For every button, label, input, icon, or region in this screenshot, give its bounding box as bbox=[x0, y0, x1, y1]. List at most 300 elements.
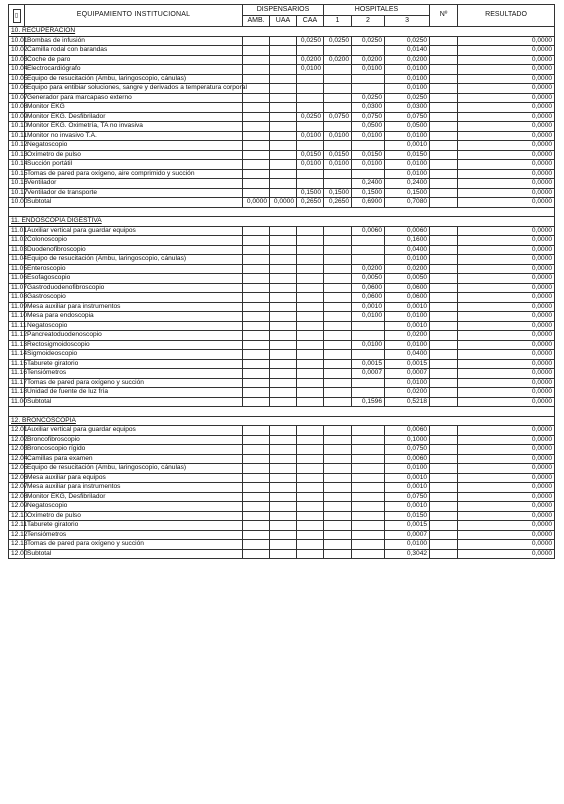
cell-h1 bbox=[324, 350, 352, 360]
cell-h2 bbox=[352, 454, 385, 464]
cell-desc: Mesa auxiliar para instrumentos bbox=[25, 302, 243, 312]
cell-h1 bbox=[324, 502, 352, 512]
cell-amb bbox=[243, 302, 270, 312]
cell-desc: Esofagoscopio bbox=[25, 274, 243, 284]
cell-res: 0,0000 bbox=[458, 150, 555, 160]
cell-code: 10.08 bbox=[9, 103, 25, 113]
cell-caa bbox=[297, 492, 324, 502]
cell-h2 bbox=[352, 388, 385, 398]
cell-n bbox=[430, 473, 458, 483]
cell-caa bbox=[297, 454, 324, 464]
cell-caa bbox=[297, 350, 324, 360]
cell-n bbox=[430, 274, 458, 284]
cell-h3: 0,0100 bbox=[385, 65, 430, 75]
cell-res: 0,0000 bbox=[458, 198, 555, 208]
cell-desc: Auxiliar vertical para guardar equipos bbox=[25, 426, 243, 436]
cell-h2 bbox=[352, 445, 385, 455]
cell-code: 10.06 bbox=[9, 84, 25, 94]
cell-uaa bbox=[270, 65, 297, 75]
cell-code: 11.09 bbox=[9, 302, 25, 312]
cell-n bbox=[430, 264, 458, 274]
table-row bbox=[9, 445, 555, 455]
cell-n bbox=[430, 359, 458, 369]
cell-amb: 0,0000 bbox=[243, 198, 270, 208]
cell-h1 bbox=[324, 549, 352, 559]
cell-h1 bbox=[324, 84, 352, 94]
table-header bbox=[9, 5, 555, 27]
cell-code: 11.18 bbox=[9, 388, 25, 398]
cell-desc: Tomas de pared para oxígeno y succión bbox=[25, 378, 243, 388]
cell-desc: Negatoscopio bbox=[25, 502, 243, 512]
table-row bbox=[9, 236, 555, 246]
cell-caa bbox=[297, 179, 324, 189]
cell-amb bbox=[243, 350, 270, 360]
cell-amb bbox=[243, 473, 270, 483]
table-row bbox=[9, 473, 555, 483]
cell-code: 11.16 bbox=[9, 369, 25, 379]
table-row bbox=[9, 435, 555, 445]
cell-h3: 0,0250 bbox=[385, 93, 430, 103]
cell-caa bbox=[297, 264, 324, 274]
table-row bbox=[9, 274, 555, 284]
cell-n bbox=[430, 293, 458, 303]
cell-h1: 0,0150 bbox=[324, 150, 352, 160]
cell-h2 bbox=[352, 521, 385, 531]
cell-n bbox=[430, 331, 458, 341]
cell-amb bbox=[243, 321, 270, 331]
cell-res: 0,0000 bbox=[458, 511, 555, 521]
cell-h3: 0,0600 bbox=[385, 293, 430, 303]
cell-h1 bbox=[324, 236, 352, 246]
table-row bbox=[9, 331, 555, 341]
cell-h3: 0,0750 bbox=[385, 112, 430, 122]
cell-code: 12.09 bbox=[9, 502, 25, 512]
cell-code: 11.08 bbox=[9, 293, 25, 303]
cell-h2: 0,0050 bbox=[352, 274, 385, 284]
cell-h2 bbox=[352, 492, 385, 502]
cell-amb bbox=[243, 511, 270, 521]
cell-caa bbox=[297, 84, 324, 94]
cell-res: 0,0000 bbox=[458, 359, 555, 369]
cell-uaa bbox=[270, 264, 297, 274]
cell-code: 11.07 bbox=[9, 283, 25, 293]
cell-res: 0,0000 bbox=[458, 293, 555, 303]
cell-caa bbox=[297, 549, 324, 559]
cell-h1 bbox=[324, 483, 352, 493]
section-spacer bbox=[9, 207, 555, 217]
section-spacer bbox=[9, 407, 555, 417]
cell-amb bbox=[243, 464, 270, 474]
cell-n bbox=[430, 454, 458, 464]
cell-res: 0,0000 bbox=[458, 540, 555, 550]
cell-desc: Negatoscopio bbox=[25, 321, 243, 331]
cell-n bbox=[430, 245, 458, 255]
table-row bbox=[9, 511, 555, 521]
cell-uaa bbox=[270, 293, 297, 303]
cell-h3: 0,0200 bbox=[385, 264, 430, 274]
cell-uaa bbox=[270, 150, 297, 160]
cell-uaa bbox=[270, 160, 297, 170]
cell-uaa bbox=[270, 378, 297, 388]
cell-uaa bbox=[270, 388, 297, 398]
cell-amb bbox=[243, 131, 270, 141]
cell-res: 0,0000 bbox=[458, 160, 555, 170]
cell-res: 0,0000 bbox=[458, 473, 555, 483]
cell-h3: 0,0100 bbox=[385, 255, 430, 265]
cell-uaa bbox=[270, 321, 297, 331]
cell-uaa bbox=[270, 131, 297, 141]
header-col-n: Nº bbox=[430, 5, 458, 27]
cell-h2 bbox=[352, 46, 385, 56]
cell-uaa bbox=[270, 492, 297, 502]
cell-n bbox=[430, 131, 458, 141]
cell-caa bbox=[297, 426, 324, 436]
cell-n bbox=[430, 302, 458, 312]
cell-uaa bbox=[270, 55, 297, 65]
cell-h1 bbox=[324, 397, 352, 407]
cell-h1 bbox=[324, 122, 352, 132]
table-row bbox=[9, 321, 555, 331]
cell-desc: Equipo de resucitación (Ambu, laringoscopio, cánulas) bbox=[25, 464, 243, 474]
cell-h1 bbox=[324, 74, 352, 84]
cell-h1 bbox=[324, 521, 352, 531]
logo-cell bbox=[9, 5, 25, 27]
cell-n bbox=[430, 397, 458, 407]
cell-h3: 0,0300 bbox=[385, 103, 430, 113]
cell-h1 bbox=[324, 331, 352, 341]
cell-h1 bbox=[324, 255, 352, 265]
cell-h3: 0,0007 bbox=[385, 369, 430, 379]
cell-desc: Taburete giratorio bbox=[25, 521, 243, 531]
cell-h1 bbox=[324, 226, 352, 236]
cell-res: 0,0000 bbox=[458, 141, 555, 151]
cell-amb bbox=[243, 502, 270, 512]
header-col-uaa: UAA bbox=[270, 16, 297, 27]
cell-n bbox=[430, 46, 458, 56]
cell-uaa bbox=[270, 255, 297, 265]
cell-desc: Colonoscopio bbox=[25, 236, 243, 246]
cell-res: 0,0000 bbox=[458, 169, 555, 179]
cell-caa: 0,0250 bbox=[297, 112, 324, 122]
cell-desc: Generador para marcapaso externo bbox=[25, 93, 243, 103]
cell-amb bbox=[243, 340, 270, 350]
table-row bbox=[9, 93, 555, 103]
cell-uaa bbox=[270, 435, 297, 445]
cell-amb bbox=[243, 388, 270, 398]
cell-code: 10.05 bbox=[9, 74, 25, 84]
cell-h3: 0,0200 bbox=[385, 55, 430, 65]
cell-n bbox=[430, 169, 458, 179]
cell-h3: 0,0750 bbox=[385, 445, 430, 455]
cell-desc: Enteroscopio bbox=[25, 264, 243, 274]
cell-h3: 0,0250 bbox=[385, 36, 430, 46]
cell-amb bbox=[243, 188, 270, 198]
cell-h3: 0,0007 bbox=[385, 530, 430, 540]
cell-desc: Sigmoideoscopio bbox=[25, 350, 243, 360]
cell-n bbox=[430, 378, 458, 388]
cell-h2 bbox=[352, 435, 385, 445]
cell-n bbox=[430, 511, 458, 521]
cell-desc: Taburete giratorio bbox=[25, 359, 243, 369]
table-row bbox=[9, 302, 555, 312]
cell-h1 bbox=[324, 321, 352, 331]
cell-uaa bbox=[270, 530, 297, 540]
cell-n bbox=[430, 388, 458, 398]
cell-caa bbox=[297, 283, 324, 293]
section-title: 10. RECUPERACION bbox=[9, 27, 555, 37]
cell-n bbox=[430, 350, 458, 360]
cell-res: 0,0000 bbox=[458, 312, 555, 322]
cell-uaa bbox=[270, 549, 297, 559]
cell-h3: 0,0140 bbox=[385, 46, 430, 56]
table-row bbox=[9, 312, 555, 322]
header-col-h2: 2 bbox=[352, 16, 385, 27]
cell-desc: Subtotal bbox=[25, 549, 243, 559]
header-col-h3: 3 bbox=[385, 16, 430, 27]
cell-caa bbox=[297, 321, 324, 331]
cell-res: 0,0000 bbox=[458, 245, 555, 255]
cell-amb bbox=[243, 141, 270, 151]
cell-amb bbox=[243, 445, 270, 455]
cell-desc: Oxímetro de pulso bbox=[25, 150, 243, 160]
cell-res: 0,0000 bbox=[458, 103, 555, 113]
cell-amb bbox=[243, 369, 270, 379]
table-row bbox=[9, 150, 555, 160]
cell-n bbox=[430, 435, 458, 445]
cell-h2: 0,0010 bbox=[352, 302, 385, 312]
cell-n bbox=[430, 445, 458, 455]
cell-h3: 0,0100 bbox=[385, 131, 430, 141]
header-col-h1: 1 bbox=[324, 16, 352, 27]
cell-n bbox=[430, 179, 458, 189]
cell-uaa bbox=[270, 188, 297, 198]
cell-amb bbox=[243, 454, 270, 464]
cell-h2 bbox=[352, 350, 385, 360]
cell-amb bbox=[243, 112, 270, 122]
cell-res: 0,0000 bbox=[458, 435, 555, 445]
table-row bbox=[9, 264, 555, 274]
cell-res: 0,0000 bbox=[458, 188, 555, 198]
table-row bbox=[9, 169, 555, 179]
cell-caa: 0,0200 bbox=[297, 55, 324, 65]
cell-h1 bbox=[324, 245, 352, 255]
cell-h2: 0,0500 bbox=[352, 122, 385, 132]
cell-n bbox=[430, 55, 458, 65]
table-row bbox=[9, 122, 555, 132]
cell-h3: 0,2400 bbox=[385, 179, 430, 189]
cell-amb bbox=[243, 312, 270, 322]
section-heading-row bbox=[9, 217, 555, 227]
table-row bbox=[9, 283, 555, 293]
cell-uaa bbox=[270, 454, 297, 464]
cell-n bbox=[430, 188, 458, 198]
cell-res: 0,0000 bbox=[458, 530, 555, 540]
cell-desc: Mesa auxiliar para equipos bbox=[25, 473, 243, 483]
cell-caa bbox=[297, 312, 324, 322]
cell-h2 bbox=[352, 549, 385, 559]
cell-uaa bbox=[270, 103, 297, 113]
cell-h2: 0,0007 bbox=[352, 369, 385, 379]
cell-desc: Monitor EKG. Desfibrilador bbox=[25, 112, 243, 122]
cell-amb bbox=[243, 160, 270, 170]
header-group-dispensarios: DISPENSARIOS bbox=[243, 5, 324, 16]
cell-code: 11.10 bbox=[9, 312, 25, 322]
cell-n bbox=[430, 36, 458, 46]
cell-h1 bbox=[324, 359, 352, 369]
cell-h2 bbox=[352, 502, 385, 512]
cell-desc: Tomas de pared para oxígeno y succión bbox=[25, 540, 243, 550]
table-body bbox=[9, 27, 555, 559]
cell-h1 bbox=[324, 473, 352, 483]
cell-h3: 0,0010 bbox=[385, 473, 430, 483]
table-row bbox=[9, 55, 555, 65]
cell-code: 10.01 bbox=[9, 36, 25, 46]
cell-res: 0,0000 bbox=[458, 226, 555, 236]
cell-res: 0,0000 bbox=[458, 122, 555, 132]
cell-res: 0,0000 bbox=[458, 179, 555, 189]
cell-code: 12.11 bbox=[9, 521, 25, 531]
cell-caa bbox=[297, 169, 324, 179]
cell-h2: 0,0100 bbox=[352, 340, 385, 350]
cell-desc: Electrocardiógrafo bbox=[25, 65, 243, 75]
cell-h2: 0,0100 bbox=[352, 131, 385, 141]
cell-caa bbox=[297, 226, 324, 236]
header-col-caa: CAA bbox=[297, 16, 324, 27]
cell-desc: Mesa para endoscopia bbox=[25, 312, 243, 322]
cell-h1 bbox=[324, 141, 352, 151]
cell-uaa bbox=[270, 540, 297, 550]
table-row bbox=[9, 388, 555, 398]
cell-res: 0,0000 bbox=[458, 93, 555, 103]
cell-h3: 0,1000 bbox=[385, 435, 430, 445]
cell-h3: 0,0500 bbox=[385, 122, 430, 132]
cell-uaa bbox=[270, 369, 297, 379]
table-row bbox=[9, 131, 555, 141]
cell-amb bbox=[243, 122, 270, 132]
table-row bbox=[9, 112, 555, 122]
cell-caa bbox=[297, 464, 324, 474]
table-row bbox=[9, 188, 555, 198]
cell-caa bbox=[297, 236, 324, 246]
cell-h2: 0,0200 bbox=[352, 55, 385, 65]
cell-res: 0,0000 bbox=[458, 502, 555, 512]
cell-h1 bbox=[324, 464, 352, 474]
table-row bbox=[9, 340, 555, 350]
cell-desc: Mesa auxiliar para instrumentos bbox=[25, 483, 243, 493]
cell-h2: 0,1500 bbox=[352, 188, 385, 198]
cell-h1 bbox=[324, 46, 352, 56]
cell-caa: 0,2650 bbox=[297, 198, 324, 208]
cell-caa bbox=[297, 369, 324, 379]
cell-uaa bbox=[270, 502, 297, 512]
cell-amb bbox=[243, 255, 270, 265]
cell-uaa bbox=[270, 112, 297, 122]
cell-h1 bbox=[324, 530, 352, 540]
cell-caa bbox=[297, 511, 324, 521]
cell-desc: Negatoscopio bbox=[25, 141, 243, 151]
cell-h3: 0,0150 bbox=[385, 511, 430, 521]
cell-h2: 0,0150 bbox=[352, 150, 385, 160]
cell-res: 0,0000 bbox=[458, 331, 555, 341]
header-group-hospitales: HOSPITALES bbox=[324, 5, 430, 16]
cell-uaa bbox=[270, 312, 297, 322]
cell-desc: Monitor EKG bbox=[25, 103, 243, 113]
cell-h2 bbox=[352, 530, 385, 540]
cell-amb bbox=[243, 65, 270, 75]
cell-uaa bbox=[270, 521, 297, 531]
cell-res: 0,0000 bbox=[458, 521, 555, 531]
cell-code: 11.17 bbox=[9, 378, 25, 388]
cell-n bbox=[430, 122, 458, 132]
cell-caa bbox=[297, 141, 324, 151]
table-row bbox=[9, 350, 555, 360]
section-title: 12. BRONCOSCOPIA bbox=[9, 416, 555, 426]
cell-h3: 0,0100 bbox=[385, 160, 430, 170]
cell-uaa bbox=[270, 426, 297, 436]
spacer-cell bbox=[9, 407, 555, 417]
cell-caa bbox=[297, 502, 324, 512]
cell-h1: 0,0100 bbox=[324, 131, 352, 141]
cell-h1: 0,2650 bbox=[324, 198, 352, 208]
cell-h1 bbox=[324, 369, 352, 379]
cell-code: 12.13 bbox=[9, 540, 25, 550]
cell-amb bbox=[243, 483, 270, 493]
table-row bbox=[9, 464, 555, 474]
cell-caa bbox=[297, 521, 324, 531]
cell-caa bbox=[297, 359, 324, 369]
cell-h3: 0,5218 bbox=[385, 397, 430, 407]
cell-caa bbox=[297, 340, 324, 350]
cell-n bbox=[430, 369, 458, 379]
cell-amb bbox=[243, 274, 270, 284]
cell-h3: 0,0100 bbox=[385, 540, 430, 550]
cell-desc: Gastroscopio bbox=[25, 293, 243, 303]
cell-h2 bbox=[352, 141, 385, 151]
cell-h1 bbox=[324, 454, 352, 464]
cell-h2: 0,0015 bbox=[352, 359, 385, 369]
cell-desc: Monitor EKG. Oximetría, TA no invasiva bbox=[25, 122, 243, 132]
cell-uaa bbox=[270, 74, 297, 84]
cell-desc: Bombas de infusión bbox=[25, 36, 243, 46]
cell-caa bbox=[297, 46, 324, 56]
cell-desc: Tomas de pared para oxígeno, aire comprimido y succión bbox=[25, 169, 243, 179]
cell-h2: 0,0100 bbox=[352, 65, 385, 75]
table-row bbox=[9, 179, 555, 189]
cell-caa: 0,0150 bbox=[297, 150, 324, 160]
cell-h1 bbox=[324, 388, 352, 398]
cell-amb bbox=[243, 397, 270, 407]
cell-h1: 0,1500 bbox=[324, 188, 352, 198]
cell-uaa bbox=[270, 302, 297, 312]
cell-n bbox=[430, 103, 458, 113]
cell-caa: 0,0100 bbox=[297, 131, 324, 141]
cell-h1 bbox=[324, 283, 352, 293]
cell-h1 bbox=[324, 445, 352, 455]
cell-uaa bbox=[270, 46, 297, 56]
cell-h3: 0,0010 bbox=[385, 483, 430, 493]
cell-h1 bbox=[324, 312, 352, 322]
cell-h2 bbox=[352, 74, 385, 84]
cell-h2 bbox=[352, 169, 385, 179]
table-row bbox=[9, 46, 555, 56]
cell-code: 11.15 bbox=[9, 359, 25, 369]
cell-uaa bbox=[270, 340, 297, 350]
cell-h1 bbox=[324, 302, 352, 312]
cell-h3: 0,1600 bbox=[385, 236, 430, 246]
cell-caa bbox=[297, 378, 324, 388]
cell-h1 bbox=[324, 179, 352, 189]
cell-amb bbox=[243, 521, 270, 531]
